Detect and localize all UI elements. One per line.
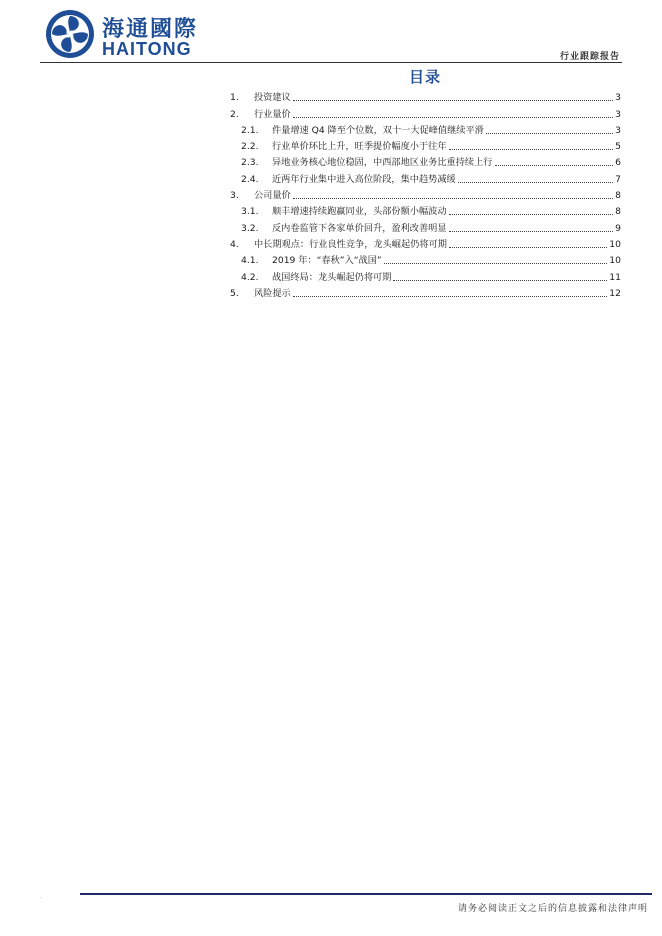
toc-entry-number: 2.3. <box>241 157 259 169</box>
toc-dot-leader <box>393 280 607 281</box>
logo-chinese-name: 海通國際 <box>102 17 199 42</box>
footer-mark: . <box>40 893 42 900</box>
toc-entry-title: 公司量价 <box>254 190 291 202</box>
toc-entry-number: 2. <box>230 108 239 120</box>
toc-dot-leader <box>293 198 613 199</box>
toc-dot-leader <box>495 165 614 166</box>
toc-dot-leader <box>486 133 613 134</box>
toc-entry-number: 3.1. <box>241 206 259 218</box>
toc-entry-page: 10 <box>609 238 621 250</box>
toc-dot-leader <box>458 182 613 183</box>
toc-entry-number: 2.1. <box>241 124 259 136</box>
toc-entry-title: 行业量价 <box>254 108 291 120</box>
toc-entry-page: 7 <box>615 173 621 185</box>
toc-title: 目录 <box>408 68 441 86</box>
toc-entry-number: 2.2. <box>241 141 259 153</box>
toc-entry[interactable] <box>230 266 621 282</box>
toc-entry-page: 8 <box>615 206 621 218</box>
toc-entry-title: 2019 年：“春秋”入“战国” <box>272 255 382 267</box>
toc-entry[interactable] <box>230 136 621 152</box>
toc-entry-page: 3 <box>615 92 621 104</box>
toc-dot-leader <box>449 214 614 215</box>
toc-entry-page: 8 <box>615 190 621 202</box>
logo-english-name: HAITONG <box>102 39 192 59</box>
toc-entry-number: 2.4. <box>241 173 259 185</box>
toc-dot-leader <box>293 117 613 118</box>
haitong-emblem-icon <box>44 8 96 60</box>
toc-entry-page: 12 <box>609 287 621 299</box>
toc-entry-title: 反内卷监管下各家单价回升，盈利改善明显 <box>272 222 447 234</box>
toc-entry-page: 3 <box>615 124 621 136</box>
toc-dot-leader <box>293 100 613 101</box>
toc-entry-number: 1. <box>230 92 239 104</box>
toc-entry-title: 风险提示 <box>254 287 291 299</box>
table-of-contents <box>230 87 621 299</box>
report-type-label: 行业跟踪报告 <box>559 52 620 62</box>
footer-disclaimer: 请务必阅读正文之后的信息披露和法律声明 <box>457 904 648 914</box>
footer-divider <box>80 893 652 895</box>
toc-entry-title: 顺丰增速持续跑赢同业，头部份额小幅波动 <box>272 206 447 218</box>
toc-entry-number: 4. <box>230 238 239 250</box>
toc-entry-number: 3.2. <box>241 222 259 234</box>
toc-entry-title: 投资建议 <box>254 92 291 104</box>
toc-entry-number: 3. <box>230 190 239 202</box>
toc-entry-number: 5. <box>230 287 239 299</box>
haitong-logo <box>44 8 204 60</box>
toc-entry-title: 中长期观点：行业良性竞争，龙头崛起仍将可期 <box>254 238 447 250</box>
toc-entry-title: 异地业务核心地位稳固，中西部地区业务比重持续上行 <box>272 157 493 169</box>
header-divider <box>40 62 622 63</box>
toc-entry[interactable] <box>230 103 621 119</box>
toc-entry[interactable] <box>230 283 621 299</box>
toc-entry-page: 3 <box>615 108 621 120</box>
toc-entry[interactable] <box>230 120 621 136</box>
toc-dot-leader <box>449 247 607 248</box>
toc-entry-title: 近两年行业集中进入高位阶段，集中趋势减缓 <box>272 173 456 185</box>
toc-dot-leader <box>449 149 614 150</box>
toc-entry-number: 4.1. <box>241 255 259 267</box>
toc-entry-page: 11 <box>609 271 621 283</box>
toc-dot-leader <box>449 231 614 232</box>
toc-entry[interactable] <box>230 185 621 201</box>
toc-entry-page: 10 <box>609 255 621 267</box>
toc-entry[interactable] <box>230 201 621 217</box>
toc-entry[interactable] <box>230 152 621 168</box>
toc-dot-leader <box>384 263 608 264</box>
toc-dot-leader <box>293 296 608 297</box>
toc-entry-title: 件量增速 Q4 降至个位数，双十一大促峰值继续平滑 <box>272 124 484 136</box>
toc-entry[interactable] <box>230 250 621 266</box>
toc-entry-page: 6 <box>615 157 621 169</box>
toc-entry[interactable] <box>230 234 621 250</box>
toc-entry[interactable] <box>230 87 621 103</box>
toc-entry-title: 行业单价环比上升，旺季提价幅度小于往年 <box>272 141 447 153</box>
toc-entry[interactable] <box>230 217 621 233</box>
toc-entry-page: 9 <box>615 222 621 234</box>
toc-entry-title: 战国终局：龙头崛起仍将可期 <box>272 271 392 283</box>
toc-entry-number: 4.2. <box>241 271 259 283</box>
toc-entry[interactable] <box>230 168 621 184</box>
toc-entry-page: 5 <box>615 141 621 153</box>
